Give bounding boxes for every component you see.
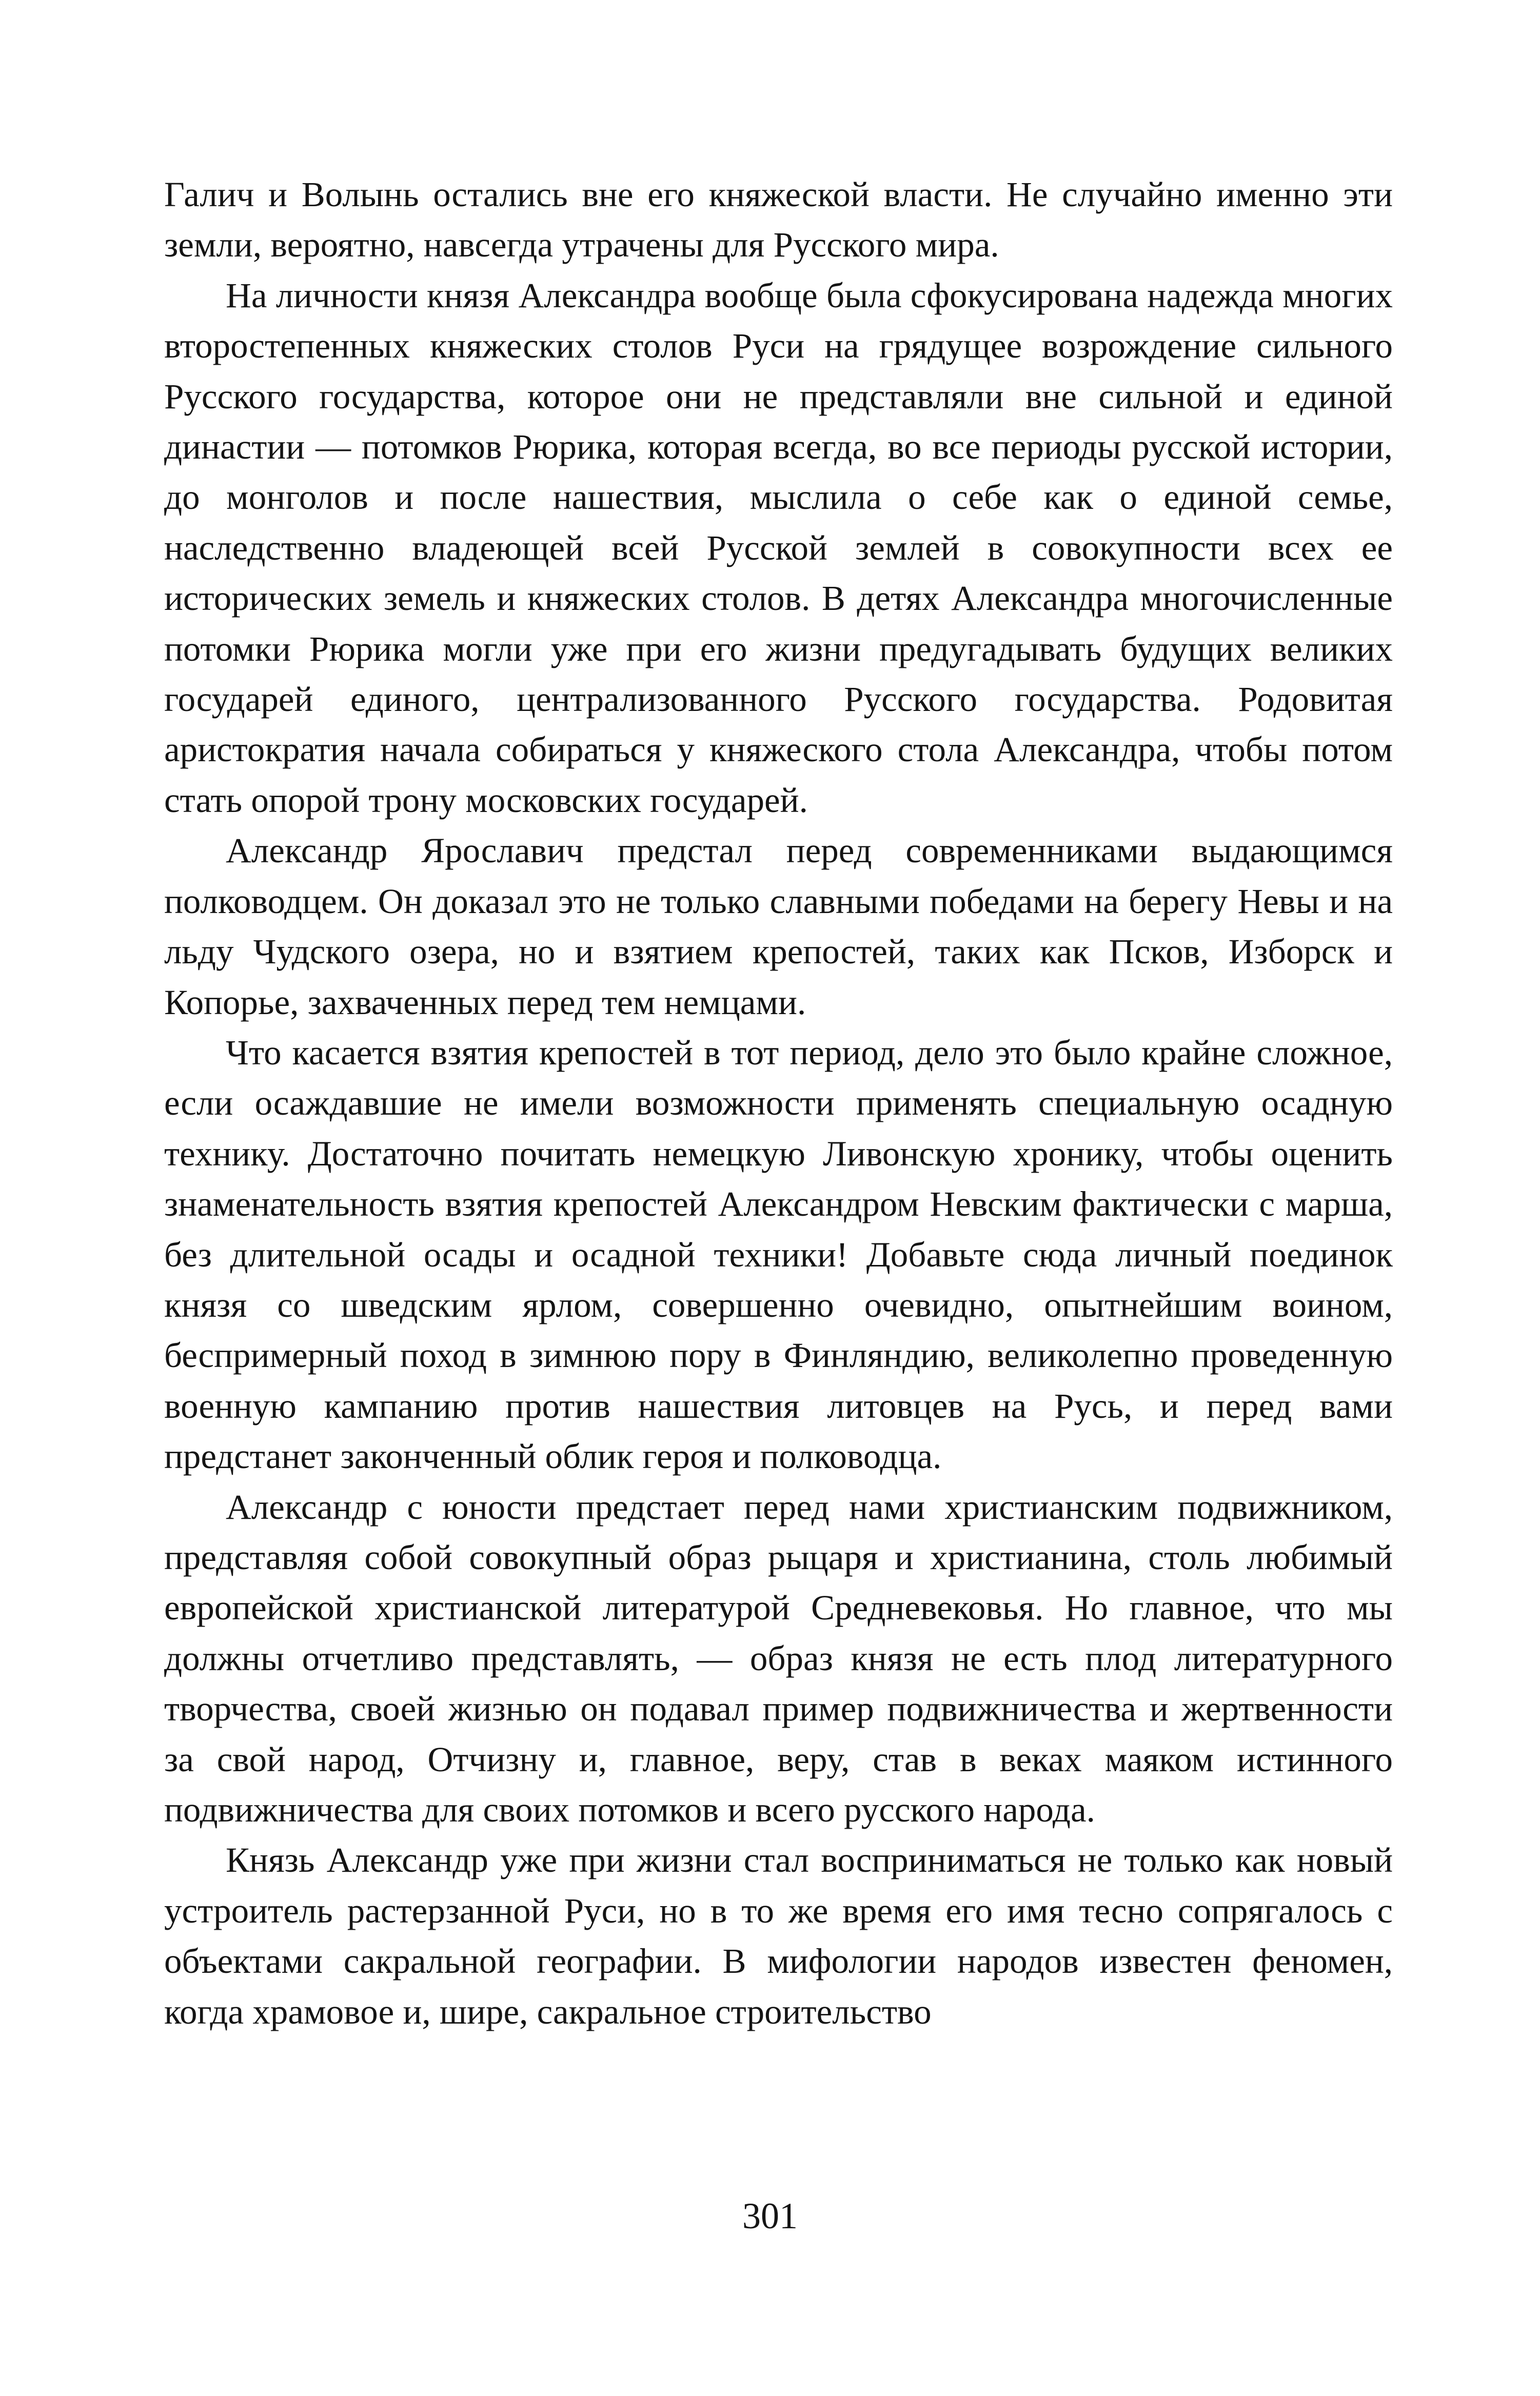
paragraph-5: Александр с юности предстает перед нами христианским подвижником, представляя собой совокупный образ рыцаря и христианина, столь любимый европейской христианской литературой Средневековья. Но главное, что мы должны отчетливо представлять, — образ князя не есть плод литературного творчества, своей жизнью он подавал пример подвижничества и жертвенности за свой народ, Отчизну и, главное, веру, став в веках маяком истинного подвижничества для своих потомков и всего русского народа. [164,1487,1393,1829]
paragraph-2: На личности князя Александра вообще была сфокусирована надежда многих второстепенных княжеских столов Руси на грядущее возрождение сильного Русского государства, которое они не представляли вне сильной и единой династии — потомков Рюрика, которая всегда, во все периоды русской истории, до монголов и после нашествия, мыслила о себе как о единой семье, наследственно владеющей всей Русской землей в совокупности всех ее исторических земель и княжеских столов. В детях Александра многочисленные потомки Рюрика могли уже при его жизни предугадывать будущих великих государей единого, централизованного Русского государства. Родовитая аристократия начала собираться у княжеского стола Александра, чтобы потом стать опорой трону московских государей. [164,275,1393,820]
paragraph-6: Князь Александр уже при жизни стал восприниматься не только как новый устроитель растерзанной Руси, но в то же время его имя тесно сопрягалось с объектами сакральной географии. В мифологии народов известен феномен, когда храмовое и, шире, сакральное строительство [164,1840,1393,2031]
paragraph-4: Что касается взятия крепостей в тот период, дело это было крайне сложное, если осаждавшие не имели возможности применять специальную осадную технику. Достаточно почитать немецкую Ливонскую хронику, чтобы оценить знаменательность взятия крепостей Александром Невским фактически с марша, без длительной осады и осадной техники! Добавьте сюда личный поединок князя со шведским ярлом, совершенно очевидно, опытнейшим воином, беспримерный поход в зимнюю пору в Финляндию, великолепно проведенную военную кампанию против нашествия литовцев на Русь, и перед вами предстанет законченный облик героя и полководца. [164,1033,1393,1476]
body-text [164,169,1393,2037]
paragraph-3: Александр Ярославич предстал перед современниками выдающимся полководцем. Он доказал это не только славными победами на берегу Невы и на льду Чудского озера, но и взятием крепостей, таких как Псков, Изборск и Копорье, захваченных перед тем немцами. [164,831,1393,1022]
page-number: 301 [742,2195,798,2236]
paragraph-1: Галич и Волынь остались вне его княжеской власти. Не случайно именно эти земли, вероятно, навсегда утрачены для Русского мира. [164,175,1393,265]
